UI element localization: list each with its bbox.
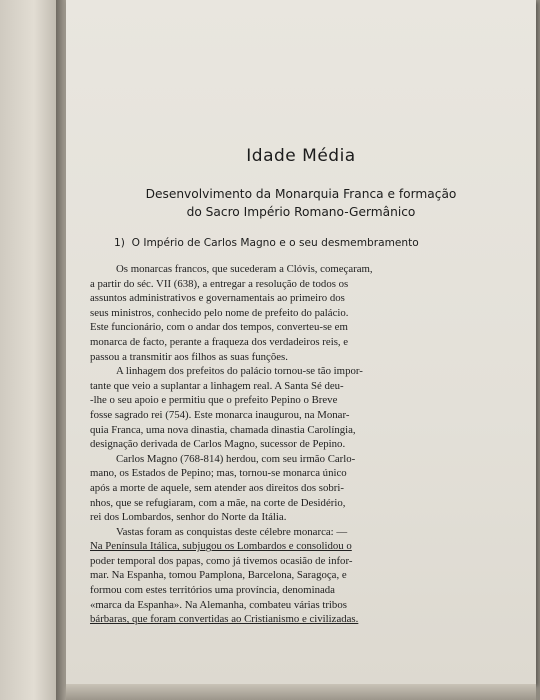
paragraph-2 (90, 364, 442, 452)
text-line: seus ministros, conhecido pelo nome de prefeito do palácio. (90, 306, 349, 319)
text-line: formou com estes territórios uma província, denominada (90, 584, 335, 597)
text-line: Este funcionário, com o andar dos tempos, converteu-se em (90, 321, 348, 334)
text-line: nhos, que se refugiaram, com a mãe, na corte de Desidério, (90, 496, 346, 509)
text-line: após a morte de aquele, sem atender aos direitos dos sobri- (90, 481, 344, 494)
text-line: Na Península Itálica, subjugou os Lombardos e consolidou o (90, 540, 352, 553)
subsection-title: O Império de Carlos Magno e o seu desmembramento (131, 237, 419, 249)
text-line: tante que veio a suplantar a linhagem real. A Santa Sé deu- (90, 379, 344, 392)
body-text (90, 262, 442, 627)
text-line: Os monarcas francos, que sucederam a Clóvis, começaram, (116, 263, 373, 275)
paragraph-1 (90, 262, 442, 364)
paragraph-3 (90, 452, 442, 525)
text-line: a partir do séc. VII (638), a entregar a resolução de todos os (90, 277, 349, 290)
book-page (66, 0, 536, 684)
page-bottom-edge (66, 684, 536, 700)
section-title-line-2: do Sacro Império Romano-Germânico (186, 205, 416, 219)
text-line: Carlos Magno (768-814) herdou, com seu irmão Carlo- (116, 452, 356, 465)
text-line: bárbaras, que foram convertidas ao Cristianismo e civilizadas. (90, 613, 359, 626)
text-line: poder temporal dos papas, como já tivemos ocasião de infor- (90, 554, 353, 567)
text-line: A linhagem dos prefeitos do palácio tornou-se tão impor- (116, 365, 363, 378)
text-line: monarca de facto, perante a fraqueza dos verdadeiros reis, e (90, 335, 349, 348)
left-page-edge (0, 0, 62, 700)
text-line: -lhe o seu apoio e permitiu que o prefeito Pepino o Breve (90, 394, 338, 407)
subsection-number: 1) (114, 237, 125, 249)
text-line: mano, os Estados de Pepino; mas, tornou-se monarca único (90, 467, 347, 480)
text-line: fosse sagrado rei (754). Este monarca inaugurou, na Monar- (90, 408, 350, 421)
text-line: designação derivada de Carlos Magno, sucessor de Pepino. (90, 438, 346, 451)
text-line: quia Franca, uma nova dinastia, chamada dinastia Carolíngia, (90, 423, 356, 436)
text-line: passou a transmitir aos filhos as suas funções. (90, 350, 288, 363)
paragraph-4 (90, 525, 442, 627)
text-line: mar. Na Espanha, tomou Pamplona, Barcelona, Saragoça, e (90, 569, 347, 582)
text-line: rei dos Lombardos, senhor do Norte da Itália. (90, 511, 287, 524)
text-line: «marca da Espanha». Na Alemanha, combateu várias tribos (90, 598, 347, 611)
subsection-heading (114, 237, 419, 249)
text-line: assuntos administrativos e governamentais ao primeiro dos (90, 292, 345, 305)
chapter-title: Idade Média (246, 146, 356, 166)
section-title-line-1: Desenvolvimento da Monarquia Franca e formação (145, 187, 457, 201)
text-line: Vastas foram as conquistas deste célebre monarca: — (116, 525, 348, 538)
